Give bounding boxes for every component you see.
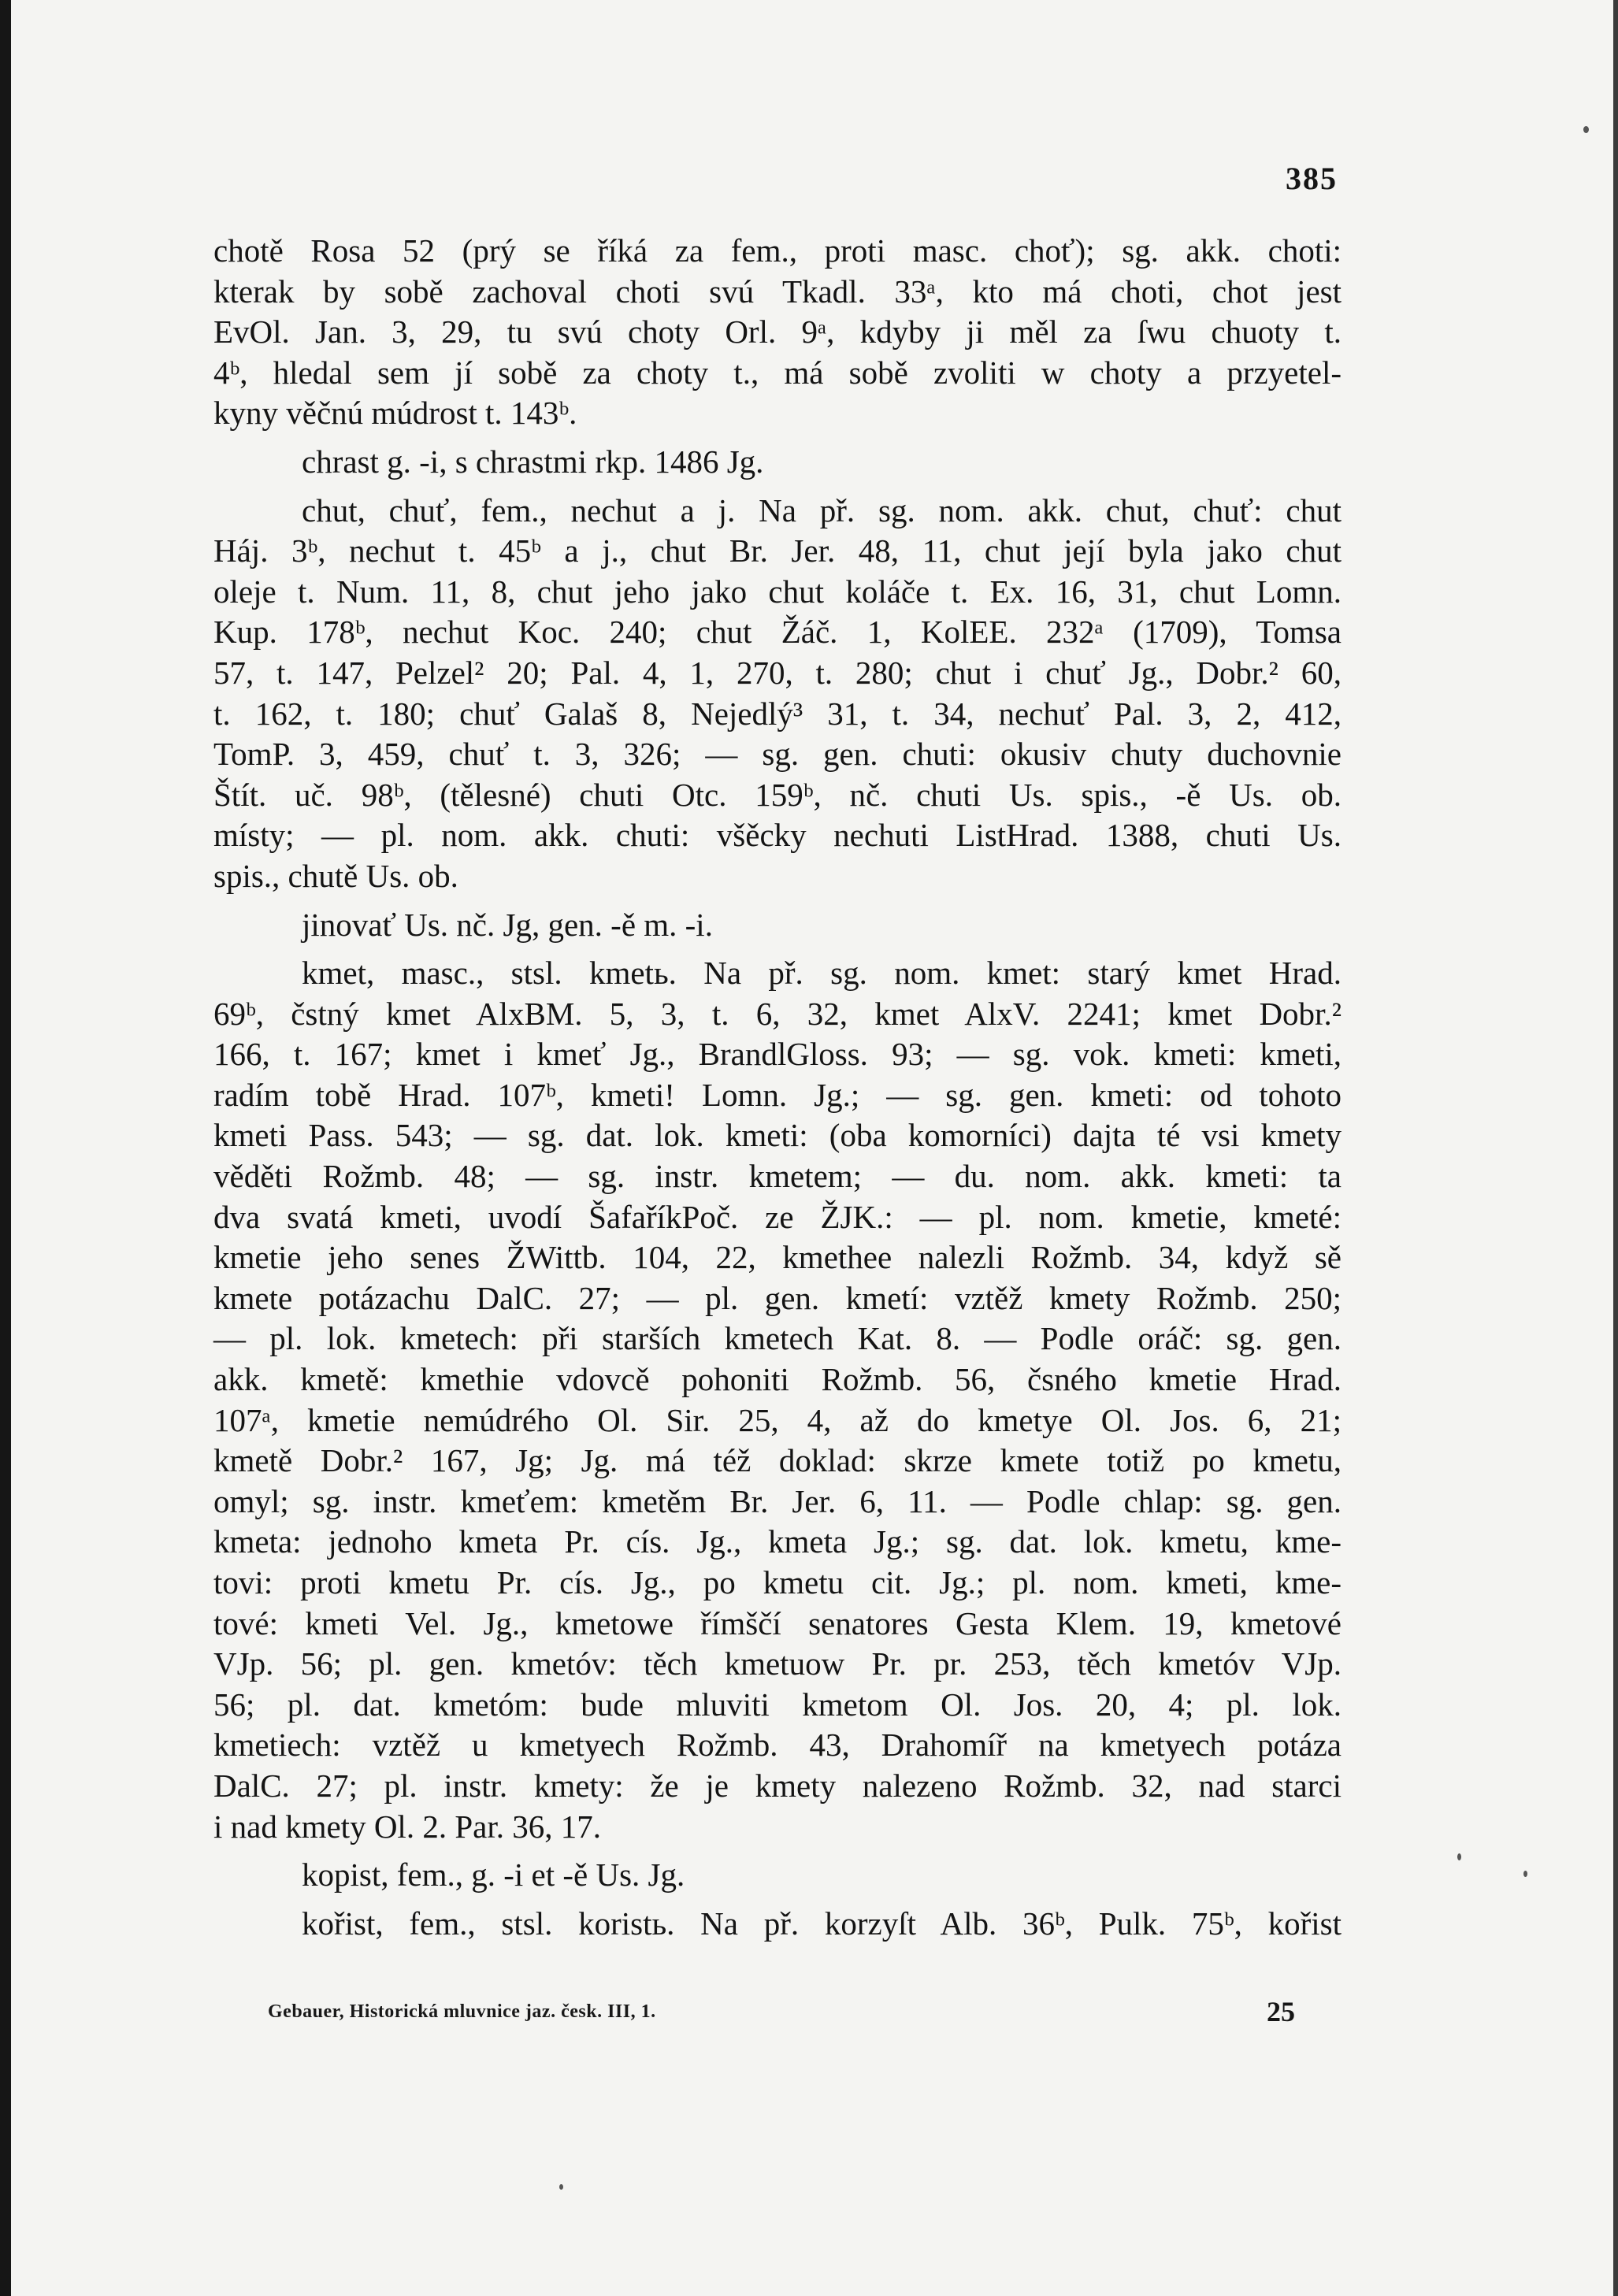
page-number: 385 [1286,161,1338,196]
scanned-page [11,0,1613,2296]
scan-left-edge [0,0,11,2296]
text-line: TomP. 3, 459, chuť t. 3, 326; — sg. gen. chuti: okusiv chuty duchovnie [213,736,1342,773]
text-line: místy; — pl. nom. akk. chuti: všěcky nechuti ListHrad. 1388, chuti Us. [213,817,1342,854]
text-line: EvOl. Jan. 3, 29, tu svú choty Orl. 9ᵃ, kdyby ji měl za ſwu chuoty t. [213,313,1342,351]
text-line: akk. kmetě: kmethie vdovcě pohoniti Rožmb. 56, čsného kmetie Hrad. [213,1361,1342,1398]
entry-heading-chut: chut, chuť, fem., nechut a j. Na př. sg. nom. akk. chut, chuť: chut [302,491,1342,529]
entry-heading-kopist: kopist, fem., g. -i et -ě Us. Jg. [302,1856,685,1894]
text-line: kmete potázachu DalC. 27; — pl. gen. kmetí: vztěž kmety Rožmb. 250; [213,1279,1342,1316]
text-line: radím tobě Hrad. 107ᵇ, kmeti! Lomn. Jg.; — sg. gen. kmeti: od tohoto [213,1076,1342,1113]
text-line: chotě Rosa 52 (prý se říká za fem., proti masc. choť); sg. akk. choti: [213,232,1342,269]
entry-heading-jinovat: jinovať Us. nč. Jg, gen. -ě m. -i. [302,906,713,943]
text-line: 69ᵇ, čstný kmet AlxBM. 5, 3, t. 6, 32, kmet AlxV. 2241; kmet Dobr.² [213,995,1342,1032]
text-line: tové: kmeti Vel. Jg., kmetowe římščí senatores Gesta Klem. 19, kmetové [213,1604,1342,1641]
text-line: kterak by sobě zachoval choti svú Tkadl. 33ᵃ, kto má choti, chot jest [213,273,1342,310]
text-line: t. 162, t. 180; chuť Galaš 8, Nejedlý³ 31, t. 34, nechuť Pal. 3, 2, 412, [213,695,1342,732]
text-line: věděti Rožmb. 48; — sg. instr. kmetem; — du. nom. akk. kmeti: ta [213,1158,1342,1195]
text-line: VJp. 56; pl. gen. kmetóv: těch kmetuow Pr. pr. 253, těch kmetóv VJp. [213,1645,1342,1682]
text-line: Štít. uč. 98ᵇ, (tělesné) chuti Otc. 159ᵇ, nč. chuti Us. spis., -ě Us. ob. [213,776,1342,813]
text-line: 166, t. 167; kmet i kmeť Jg., BrandlGloss. 93; — sg. vok. kmeti: kmeti, [213,1036,1342,1073]
scan-speck [559,2184,563,2190]
text-line: omyl; sg. instr. kmeťem: kmetěm Br. Jer. 6, 11. — Podle chlap: sg. gen. [213,1482,1342,1519]
scan-speck [1583,126,1589,133]
scan-speck [1457,1853,1461,1860]
dictionary-body [213,231,1342,1944]
text-line: DalC. 27; pl. instr. kmety: že je kmety nalezeno Rožmb. 32, nad starci [213,1767,1342,1804]
text-line: i nad kmety Ol. 2. Par. 36, 17. [213,1808,601,1845]
footer-citation: Gebauer, Historická mluvnice jaz. česk. III, 1. [268,2001,656,2022]
text-line: dva svatá kmeti, uvodí ŠafaříkPoč. ze ŽJK.: — pl. nom. kmetie, kmeté: [213,1198,1342,1235]
entry-heading-korist: kořist, fem., stsl. koristь. Na př. korzyſt Alb. 36ᵇ, Pulk. 75ᵇ, kořist [302,1905,1342,1942]
text-line: Kup. 178ᵇ, nechut Koc. 240; chut Žáč. 1, KolEE. 232ᵃ (1709), Tomsa [213,614,1342,651]
text-line: spis., chutě Us. ob. [213,857,458,894]
text-line: kmetiech: vztěž u kmetyech Rožmb. 43, Drahomíř na kmetyech potáza [213,1727,1342,1764]
text-line: 56; pl. dat. kmetóm: bude mluviti kmetom Ol. Jos. 20, 4; pl. lok. [213,1686,1342,1723]
text-line: 57, t. 147, Pelzel² 20; Pal. 4, 1, 270, t. 280; chut i chuť Jg., Dobr.² 60, [213,654,1342,691]
text-line: kmetě Dobr.² 167, Jg; Jg. má též doklad: skrze kmete totiž po kmetu, [213,1442,1342,1479]
entry-heading-kmet: kmet, masc., stsl. kmetь. Na př. sg. nom. kmet: starý kmet Hrad. [302,955,1342,992]
scan-speck [1523,1871,1527,1877]
text-line: 107ᵃ, kmetie nemúdrého Ol. Sir. 25, 4, až do kmetye Ol. Jos. 6, 21; [213,1401,1342,1438]
text-line: — pl. lok. kmetech: při starších kmetech Kat. 8. — Podle oráč: sg. gen. [213,1320,1342,1357]
text-line: kyny věčnú múdrost t. 143ᵇ. [213,395,577,432]
text-line: tovi: proti kmetu Pr. cís. Jg., po kmetu cit. Jg.; pl. nom. kmeti, kme- [213,1564,1342,1601]
text-line: oleje t. Num. 11, 8, chut jeho jako chut koláče t. Ex. 16, 31, chut Lomn. [213,573,1342,610]
text-line: kmeta: jednoho kmeta Pr. cís. Jg., kmeta Jg.; sg. dat. lok. kmetu, kme- [213,1523,1342,1560]
text-line: kmetie jeho senes ŽWittb. 104, 22, kmethee nalezli Rožmb. 34, když sě [213,1239,1342,1276]
text-line: kmeti Pass. 543; — sg. dat. lok. kmeti: (oba komorníci) dajta té vsi kmety [213,1117,1342,1154]
entry-heading-chrast: chrast g. -i, s chrastmi rkp. 1486 Jg. [302,443,764,480]
text-line: 4ᵇ, hledal sem jí sobě za choty t., má sobě zvoliti w choty a przyetel- [213,354,1342,391]
text-line: Háj. 3ᵇ, nechut t. 45ᵇ a j., chut Br. Jer. 48, 11, chut její byla jako chut [213,532,1342,569]
footer-signature-number: 25 [1267,1996,1295,2027]
